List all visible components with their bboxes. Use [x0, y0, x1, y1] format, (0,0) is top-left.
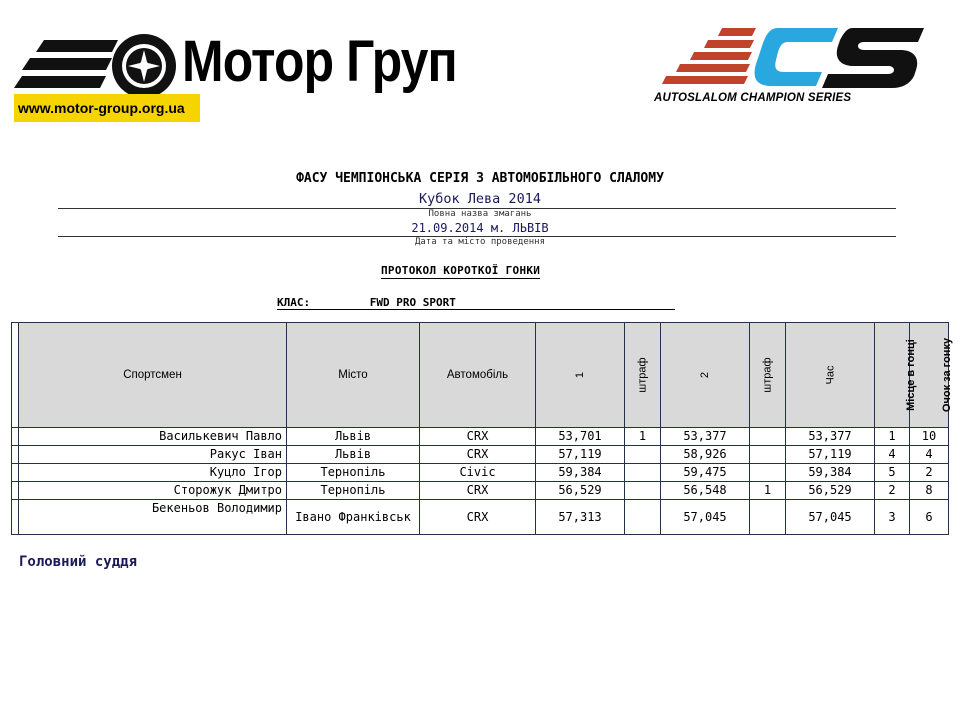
- header-city: Місто: [287, 323, 420, 428]
- time-cell: 59,384: [786, 464, 875, 482]
- car-cell: CRX: [420, 500, 536, 535]
- table-row: [12, 428, 949, 446]
- acs-mark-icon: [652, 26, 928, 92]
- city-cell: Тернопіль: [287, 464, 420, 482]
- city-cell: Івано Франківськ: [287, 500, 420, 535]
- document-title: ФАСУ ЧЕМПІОНСЬКА СЕРІЯ З АВТОМОБІЛЬНОГО СЛАЛОМУ: [296, 171, 664, 186]
- motor-group-url: www.motor-group.org.ua: [14, 94, 200, 122]
- time-cell: 56,529: [786, 482, 875, 500]
- points-cell: 6: [910, 500, 949, 535]
- header-place-label: Місце в гонці: [904, 339, 917, 411]
- place-cell: 1: [875, 428, 910, 446]
- points-cell: 2: [910, 464, 949, 482]
- points-cell: 4: [910, 446, 949, 464]
- acs-tagline: AUTOSLALOM CHAMPION SERIES: [654, 92, 852, 104]
- run2-cell: 57,045: [661, 500, 750, 535]
- event-date-place: 21.09.2014 м. ЛЬВІВ: [411, 221, 549, 235]
- penalty2-cell: [750, 500, 786, 535]
- table-row: [12, 500, 949, 535]
- penalty1-cell: 1: [625, 428, 661, 446]
- run1-cell: 53,701: [536, 428, 625, 446]
- date-place-caption: Дата та місто проведення: [414, 237, 546, 247]
- header-penalty1-label: штраф: [636, 357, 649, 393]
- run1-cell: 57,313: [536, 500, 625, 535]
- penalty1-cell: [625, 500, 661, 535]
- header-run2: [661, 323, 750, 428]
- event-name-caption: Повна назва змагань: [428, 209, 532, 219]
- car-cell: Civic: [420, 464, 536, 482]
- header-time-label: Час: [823, 365, 836, 385]
- place-cell: 4: [875, 446, 910, 464]
- acs-logo: [652, 26, 928, 110]
- header-run1: [536, 323, 625, 428]
- penalty1-cell: [625, 482, 661, 500]
- run2-cell: 53,377: [661, 428, 750, 446]
- city-cell: Львів: [287, 428, 420, 446]
- row-marker-header: [12, 323, 19, 428]
- table-header-row: [12, 323, 949, 428]
- class-label: КЛАС:: [277, 296, 311, 309]
- penalty1-cell: [625, 446, 661, 464]
- motor-group-brand-text: Мотор Груп: [182, 29, 457, 94]
- header-points-label: Очок за гонку: [941, 337, 954, 413]
- place-cell: 2: [875, 482, 910, 500]
- city-cell: Львів: [287, 446, 420, 464]
- athlete-cell: Ракус Іван: [19, 446, 287, 464]
- class-value: FWD PRO SPORT: [369, 296, 456, 309]
- athlete-cell: Бекеньов Володимир: [19, 500, 287, 535]
- header-time: [786, 323, 875, 428]
- athlete-cell: Куцло Ігор: [19, 464, 287, 482]
- event-name: Кубок Лева 2014: [419, 191, 541, 207]
- car-cell: CRX: [420, 428, 536, 446]
- header-penalty1: [625, 323, 661, 428]
- penalty1-cell: [625, 464, 661, 482]
- car-cell: CRX: [420, 446, 536, 464]
- header-run1-label: 1: [574, 371, 586, 379]
- run2-cell: 59,475: [661, 464, 750, 482]
- run1-cell: 59,384: [536, 464, 625, 482]
- results-table: [11, 322, 954, 535]
- time-cell: 57,119: [786, 446, 875, 464]
- place-cell: 5: [875, 464, 910, 482]
- table-row: [12, 482, 949, 500]
- time-cell: 53,377: [786, 428, 875, 446]
- penalty2-cell: 1: [750, 482, 786, 500]
- header-penalty2: [750, 323, 786, 428]
- class-line: [277, 296, 675, 310]
- time-cell: 57,045: [786, 500, 875, 535]
- motor-group-logo: [14, 22, 466, 124]
- header-run2-label: 2: [699, 371, 711, 379]
- run1-cell: 56,529: [536, 482, 625, 500]
- penalty2-cell: [750, 464, 786, 482]
- header-place: [875, 323, 917, 428]
- table-row: [12, 446, 949, 464]
- header-car: Автомобіль: [420, 323, 536, 428]
- header-athlete: Спортсмен: [19, 323, 287, 428]
- chief-judge-label: Головний суддя: [19, 554, 138, 570]
- points-cell: 10: [910, 428, 949, 446]
- run2-cell: 56,548: [661, 482, 750, 500]
- wheel-icon: [110, 32, 178, 100]
- city-cell: Тернопіль: [287, 482, 420, 500]
- protocol-heading: ПРОТОКОЛ КОРОТКОЇ ГОНКИ: [381, 264, 541, 277]
- run2-cell: 58,926: [661, 446, 750, 464]
- place-cell: 3: [875, 500, 910, 535]
- header-penalty2-label: штраф: [761, 357, 774, 393]
- athlete-cell: Василькевич Павло: [19, 428, 287, 446]
- athlete-cell: Сторожук Дмитро: [19, 482, 287, 500]
- penalty2-cell: [750, 428, 786, 446]
- car-cell: CRX: [420, 482, 536, 500]
- penalty2-cell: [750, 446, 786, 464]
- points-cell: 8: [910, 482, 949, 500]
- table-row: [12, 464, 949, 482]
- run1-cell: 57,119: [536, 446, 625, 464]
